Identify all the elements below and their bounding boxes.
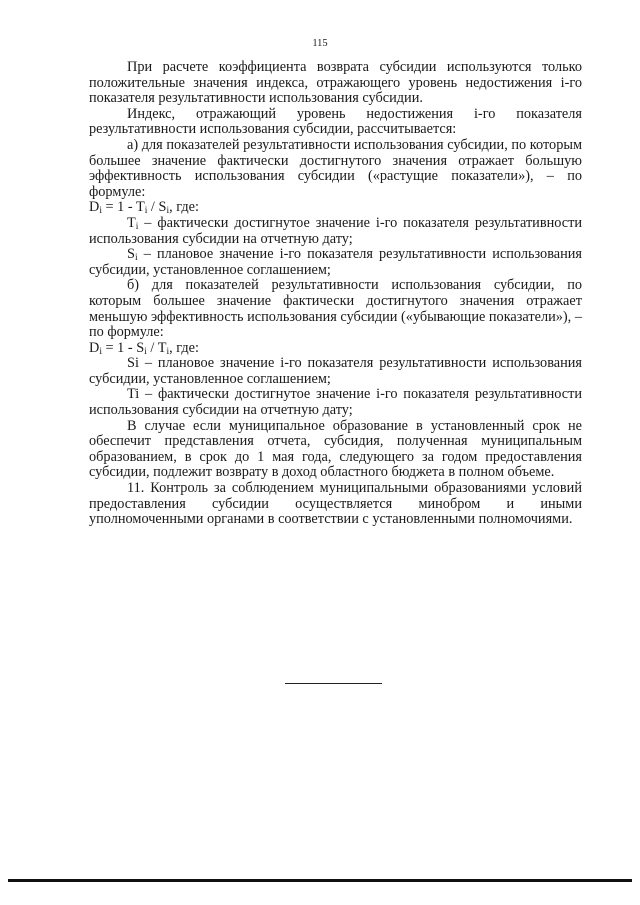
formula-term-denominator: S xyxy=(158,199,167,216)
symbol-t-subscript: i xyxy=(135,221,139,232)
page-bottom-border xyxy=(8,879,632,882)
formula-term-numerator: S xyxy=(136,339,145,356)
paragraph-ti-definition: Ti – фактически достигнутое значение i-го показателя результативности использования субсидии на отчетную дату; xyxy=(89,386,582,419)
formula-tail: , где: xyxy=(169,339,199,356)
paragraph-index-definition: Индекс, отражающий уровень недостижения i-го показателя результативности использования субсидии, рассчитывается: xyxy=(89,105,582,138)
formula-lhs: D xyxy=(89,199,100,216)
formula-denominator-subscript: i xyxy=(166,206,170,217)
symbol-s-subscript: i xyxy=(134,253,138,264)
paragraph-decreasing-indicators: б) для показателей результативности использования субсидии, по которым большее значение фактически достигнутого значения отражает меньшую эффективность использования субсидии («убывающие показатели»), – по формуле: xyxy=(89,277,582,341)
symbol-t: T xyxy=(127,214,136,231)
symbol-s: S xyxy=(127,246,135,263)
formula-numerator-subscript: i xyxy=(144,346,147,357)
formula-operator: = 1 - xyxy=(101,199,136,216)
document-body xyxy=(89,60,582,528)
formula-lhs: D xyxy=(89,339,100,356)
paragraph-positive-values: При расчете коэффициента возврата субсидии используются только положительные значения индекса, отражающего уровень недостижения i-го показателя результативности использования субсидии. xyxy=(89,59,582,107)
formula-denominator-subscript: i xyxy=(166,346,170,357)
paragraph-control-clause: 11. Контроль за соблюдением муниципальными образованиями условий предоставления субсидии осуществляется минобром и иными уполномоченными органами в соответствии с установленными полномочиями. xyxy=(89,480,582,528)
formula-term-numerator: T xyxy=(135,199,145,216)
formula-divider: / xyxy=(146,339,158,356)
formula-decreasing xyxy=(89,341,582,357)
formula-lhs-subscript: i xyxy=(99,206,102,217)
t-definition-text: – фактически достигнутое значение i-го показателя результативности использования субсидии на отчетную дату; xyxy=(89,214,582,247)
paragraph-t-definition xyxy=(89,216,582,247)
formula-numerator-subscript: i xyxy=(144,206,148,217)
paragraph-s-definition xyxy=(89,247,582,278)
formula-growing xyxy=(89,200,582,216)
formula-divider: / xyxy=(147,199,159,216)
formula-lhs-subscript: i xyxy=(99,346,102,357)
s-definition-text: – плановое значение i-го показателя результативности использования субсидии, установленное соглашением; xyxy=(89,246,582,278)
end-of-text-rule xyxy=(285,683,382,684)
paragraph-growing-indicators: а) для показателей результативности использования субсидии, по которым большее значение фактически достигнутого значения отражает большую эффективность использования субсидии («растущие показатели»), – по формуле: xyxy=(89,136,582,200)
formula-tail: , где: xyxy=(169,199,199,216)
formula-operator: = 1 - xyxy=(101,339,137,356)
paragraph-refund-condition: В случае если муниципальное образование в установленный срок не обеспечит представления отчета, субсидия, полученная муниципальным образованием, в срок до 1 мая года, следующего за годом предоставления субсидии, подлежит возврату в доход областного бюджета в полном объеме. xyxy=(89,417,582,481)
paragraph-si-definition: Si – плановое значение i-го показателя результативности использования субсидии, установленное соглашением; xyxy=(89,355,582,387)
page-number: 115 xyxy=(312,38,328,49)
formula-term-denominator: T xyxy=(157,339,167,356)
